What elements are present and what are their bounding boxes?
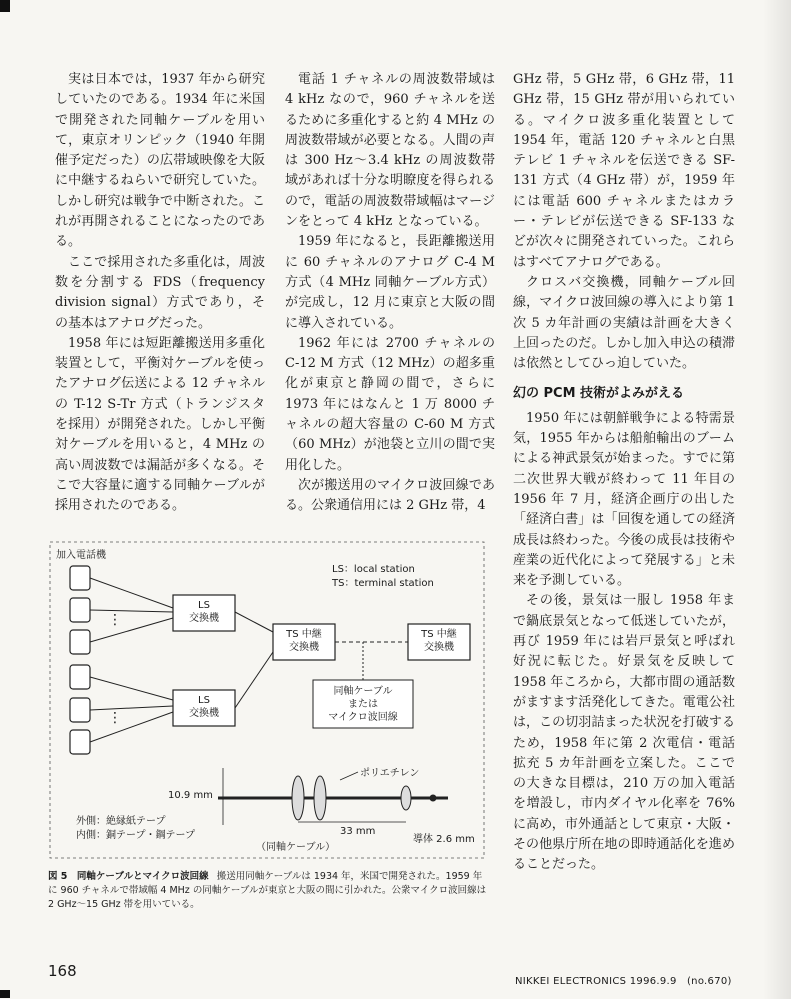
- scan-edge-mark-top: [0, 0, 10, 12]
- dim-spacing-label: 33 mm: [340, 826, 376, 837]
- section-heading: 幻の PCM 技術がよみがえる: [513, 386, 685, 402]
- coax-cable-illustration: [218, 776, 448, 820]
- paragraph: ここで採用された多重化は，周波数を分割する FDS（frequency division signal）方式であり，その基本はアナログだった。: [55, 254, 265, 331]
- telephone-icon: [70, 665, 90, 689]
- paragraph: 1958 年には短距離搬送用多重化装置として，平衡対ケーブルを使ったアナログ伝送による 12 チャネルの T-12 S-Tr 方式（トランジスタを採用）が開発された。しかし平衡対ケーブルを用いると，4 MHz の高い周波数では漏話が多くなる。そこで大容量に適する同軸ケーブルが採用されたのである。: [55, 335, 265, 514]
- text-column-3: [513, 70, 735, 876]
- ls-box-bottom-label: LS 交換機: [189, 695, 219, 719]
- outer-conductor-label: 外側：絶縁紙テープ: [76, 816, 166, 827]
- inner-conductor-label: 内側：銅テープ・鋼テープ: [76, 830, 195, 841]
- text-column-2: [285, 70, 495, 517]
- ls-box-top-label: LS 交換機: [189, 600, 219, 624]
- figure-caption: [48, 870, 488, 912]
- conductor-label: 導体 2.6 mm: [413, 834, 475, 845]
- caption-text: 搬送用同軸ケーブルは 1934 年，米国で開発された。1959 年に 960 チャネルで帯域幅 4 MHz の同軸ケーブルが東京と大阪の間に引かれた。公衆マイクロ波回線は 2 GHz〜15 GHz 帯を用いている。: [48, 871, 487, 910]
- leader-polyethylene: [340, 772, 358, 780]
- page-number: 168: [48, 962, 77, 980]
- paragraph: 次が搬送用のマイクロ波回線である。公衆通信用には 2 GHz 帯，4: [285, 477, 495, 514]
- telephone-icon: [70, 598, 90, 622]
- legend-ls: LS：local station: [332, 564, 415, 575]
- legend-ts: TS：terminal station: [332, 578, 434, 589]
- telephone-icon: [70, 730, 90, 754]
- ts-box-left-label: TS 中継 交換機: [286, 629, 322, 653]
- ellipsis-top: ⋮: [108, 612, 122, 628]
- text-column-1: [55, 70, 265, 517]
- figure-5-diagram: [48, 540, 486, 860]
- journal-footer: NIKKEI ELECTRONICS 1996.9.9 (no.670): [515, 976, 732, 987]
- figure-frame: [50, 542, 484, 858]
- telephone-icon: [70, 698, 90, 722]
- page-gutter-shadow: [763, 0, 791, 999]
- paragraph: その後，景気は一服し 1958 年まで鍋底景気となって低迷していたが，再び 1959 年には岩戸景気と呼ばれ好況に転じた。好景気を反映して 1958 年ころから，大都市間の通話数がますます活発化してきた。電電公社は，この切羽詰まった状況を打破するため，1958 年に第 2 次電信・電話拡充 5 カ年計画を立案した。ここでの大きな目標は，210 万の加入電話を増設し，市内ダイヤル化率を 76%に高め，市外通話として東京・大阪・その他県庁所在地の即時通話化を進めることだった。: [513, 593, 735, 873]
- telephone-icon: [70, 566, 90, 590]
- paragraph: 1950 年には朝鮮戦争による特需景気，1955 年からは船舶輸出のブームによる神武景気が始まった。すでに第二次世界大戦が終わって 11 年目の 1956 年 7 月，経済企画庁の出した「経済白書」は「回復を通しての経済成長は終わった。今後の成長は技術や産業の近代化によって発展する」と未来を予測している。: [513, 410, 735, 589]
- link-box-label: 同軸ケーブル または マイクロ波回線: [328, 686, 398, 723]
- coax-cable-label: （同軸ケーブル）: [256, 842, 336, 853]
- paragraph: 電話 1 チャネルの周波数帯域は 4 kHz なので，960 チャネルを送るために多重化すると約 4 MHz の周波数帯域が必要となる。人間の声は 300 Hz〜3.4 kHz の周波数帯域があれば十分な明瞭度を得られるので，電話の周波数帯域幅はマージンをとって 4 kHz となっている。: [285, 72, 495, 230]
- scan-edge-mark-bottom: [0, 990, 10, 998]
- paragraph: 実は日本では，1937 年から研究していたのである。1934 年に米国で開発された同軸ケーブルを用いて，東京オリンピック（1940 年開催予定だった）の広帯域映像を大阪に中継するねらいで研究していた。しかし研究は戦争で中断された。これが再開されることになったのである。: [55, 72, 265, 250]
- caption-title: 図 5 同軸ケーブルとマイクロ波回線: [48, 871, 209, 882]
- paragraph: GHz 帯，5 GHz 帯，6 GHz 帯，11 GHz 帯，15 GHz 帯が用いられている。マイクロ波多重化装置として 1954 年，電話 120 チャネルと白黒テレビ 1 チャネルを伝送できる SF-131 方式（4 GHz 帯）が，1959 年には電話 600 チャネルまたはカラー・テレビが伝送できる SF-133 などが次々に開発されていった。これらはすべてアナログである。: [513, 72, 735, 270]
- polyethylene-label: ポリエチレン: [360, 768, 420, 779]
- subscriber-label: 加入電話機: [56, 550, 106, 561]
- ts-box-right-label: TS 中継 交換機: [421, 629, 457, 653]
- ellipsis-bottom: ⋮: [108, 710, 122, 726]
- paragraph: 1959 年になると，長距離搬送用に 60 チャネルのアナログ C-4 M 方式（4 MHz 同軸ケーブル方式）が完成し，12 月に東京と大阪の間に導入されている。: [285, 234, 495, 331]
- paragraph: 1962 年には 2700 チャネルの C-12 M 方式（12 MHz）の超多重化が東京と静岡の間で，さらに 1973 年にはなんと 1 万 8000 チャネルの超大容量の C-60 M 方式（60 MHz）が池袋と立川の間で実用化した。: [285, 335, 495, 473]
- dim-outer-label: 10.9 mm: [168, 790, 213, 801]
- telephone-icons: [70, 566, 90, 754]
- paragraph: クロスバ交換機，同軸ケーブル回線，マイクロ波回線の導入により第 1 次 5 カ年計画の実績は計画を大きく上回ったのだ。しかし加入申込の積滞は依然としてひっ迫していた。: [513, 274, 735, 372]
- telephone-icon: [70, 630, 90, 654]
